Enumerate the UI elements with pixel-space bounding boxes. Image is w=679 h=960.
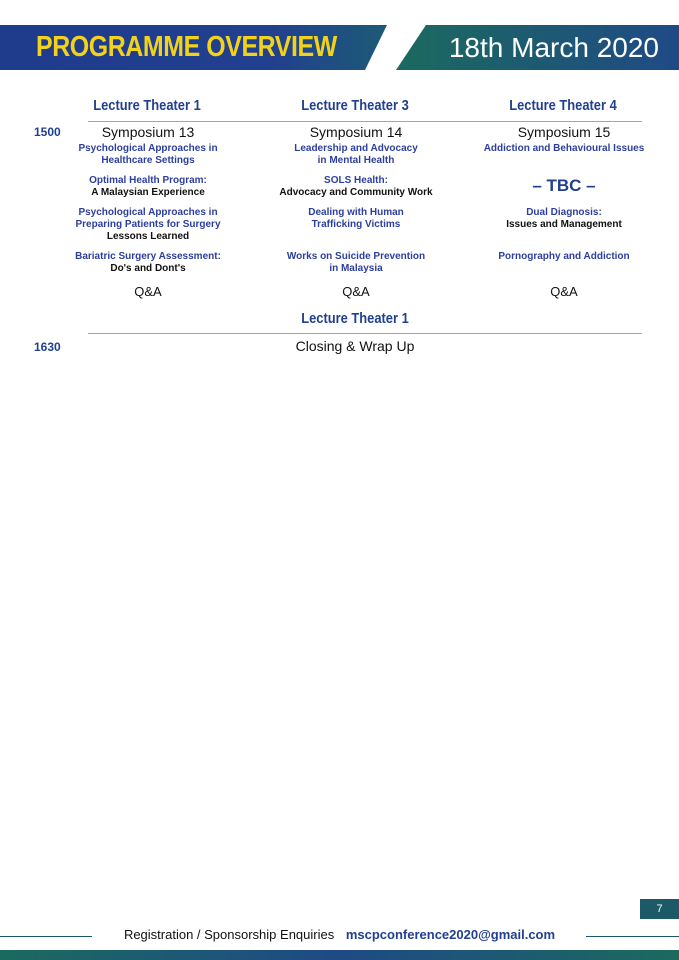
talk-item: Psychological Approaches in Preparing Patients for Surgery Lessons Learned bbox=[75, 207, 221, 242]
qa-label: Q&A bbox=[550, 284, 578, 299]
talk-item: Pornography and Addiction bbox=[498, 251, 630, 262]
divider-rule bbox=[88, 333, 642, 334]
closing-session-title: Closing & Wrap Up bbox=[295, 338, 415, 354]
qa-label: Q&A bbox=[134, 284, 162, 299]
qa-label: Q&A bbox=[342, 284, 370, 299]
talk-item: SOLS Health: Advocacy and Community Work bbox=[279, 175, 433, 198]
contact-email-link[interactable]: mscpconference2020@gmail.com bbox=[345, 927, 556, 942]
symposium-title: Symposium 14 bbox=[309, 124, 403, 140]
event-date: 18th March 2020 bbox=[448, 32, 659, 63]
talk-item: Leadership and Advocacy in Mental Health bbox=[294, 143, 418, 166]
talk-item: Works on Suicide Prevention in Malaysia bbox=[286, 251, 426, 274]
divider-rule bbox=[88, 121, 642, 122]
footer-label: Registration / Sponsorship Enquiries bbox=[123, 927, 335, 942]
session-time-1500: 1500 bbox=[34, 125, 61, 139]
heading-lecture-theater-3: Lecture Theater 3 bbox=[301, 97, 409, 114]
talk-item: Dealing with Human Trafficking Victims bbox=[308, 207, 404, 230]
header-banner bbox=[0, 25, 679, 70]
heading-closing-theater: Lecture Theater 1 bbox=[301, 310, 409, 327]
footer-enquiries bbox=[0, 927, 679, 942]
tbc-label: – TBC – bbox=[532, 176, 596, 195]
talk-item: Optimal Health Program: A Malaysian Experience bbox=[89, 175, 207, 198]
session-time-1630: 1630 bbox=[34, 340, 61, 354]
page-title: PROGRAMME OVERVIEW bbox=[36, 31, 337, 63]
symposium-title: Symposium 13 bbox=[101, 124, 195, 140]
talk-item: Dual Diagnosis: Issues and Management bbox=[506, 207, 622, 230]
talk-item: Addiction and Behavioural Issues bbox=[483, 143, 645, 154]
footer-bar bbox=[0, 950, 679, 960]
page-number: 7 bbox=[640, 899, 679, 919]
talk-item: Bariatric Surgery Assessment: Do's and Dont's bbox=[75, 251, 221, 274]
symposium-title: Symposium 15 bbox=[517, 124, 611, 140]
heading-lecture-theater-4: Lecture Theater 4 bbox=[509, 97, 617, 114]
heading-lecture-theater-1: Lecture Theater 1 bbox=[93, 97, 201, 114]
talk-item: Psychological Approaches in Healthcare Settings bbox=[78, 143, 218, 166]
